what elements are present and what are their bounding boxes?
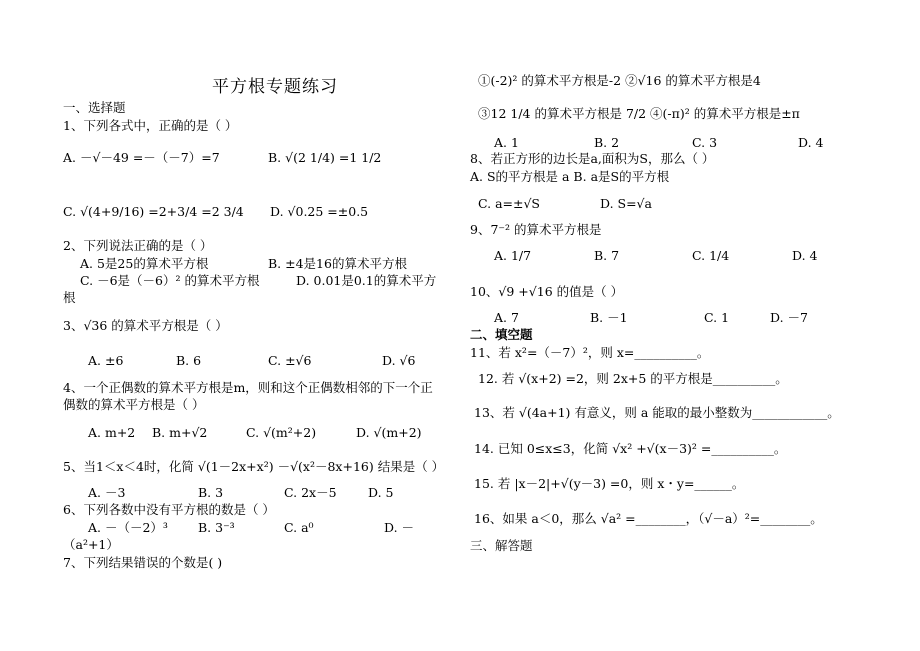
q14: 14. 已知 0≤x≤3，化简 √x² +√(x－3)² =__________。	[474, 441, 787, 456]
q10-stem: 10、√9 +√16 的值是（ ）	[470, 284, 624, 299]
q4-option-c: C. √(m²+2)	[246, 425, 317, 440]
q15: 15. 若 |x－2|+√(y－3) =0，则 x・y=______。	[474, 476, 745, 491]
q9-option-c: C. 1/4	[692, 248, 730, 263]
q8-stem: 8、若正方形的边长是a,面积为S，那么（ ）	[470, 151, 715, 166]
q5-option-a: A. －3	[88, 485, 126, 500]
q9-stem: 9、7⁻² 的算术平方根是	[470, 222, 602, 237]
q3-option-c: C. ±√6	[268, 353, 312, 368]
q11: 11、若 x²=（－7）²，则 x=__________。	[470, 345, 710, 360]
q2-option-a: A. 5是25的算术平方根	[80, 256, 209, 271]
q5-option-b: B. 3	[198, 485, 224, 500]
q7-option-b: B. 2	[594, 135, 620, 150]
q1-option-b: B. √(2 1/4) =1 1/2	[268, 150, 382, 165]
q8-option-d: D. S=√a	[600, 196, 652, 211]
q1-option-a: A. －√－49 =－（－7）=7	[63, 150, 220, 165]
q9-option-b: B. 7	[594, 248, 620, 263]
q5-option-c: C. 2x－5	[284, 485, 337, 500]
q3-option-a: A. ±6	[88, 353, 124, 368]
q2-option-c: C. －6是（－6）² 的算术平方根	[80, 273, 260, 288]
q5-stem: 5、当1＜x＜4时，化简 √(1－2x+x²) －√(x²－8x+16) 结果是（ ）	[63, 459, 445, 474]
q2-option-b: B. ±4是16的算术平方根	[268, 256, 407, 271]
q6-option-d-tail: （a²+1）	[63, 537, 119, 552]
q9-option-a: A. 1/7	[494, 248, 532, 263]
q6-option-d: D. －	[384, 520, 415, 535]
q10-option-d: D. －7	[770, 310, 808, 325]
section-choice-heading: 一、选择题	[63, 100, 126, 115]
q3-option-b: B. 6	[176, 353, 202, 368]
q7-option-a: A. 1	[494, 135, 519, 150]
q2-option-d: D. 0.01是0.1的算术平方	[296, 273, 437, 288]
q4-option-a: A. m+2	[88, 425, 136, 440]
q10-option-b: B. －1	[590, 310, 628, 325]
q4-stem-line1: 4、一个正偶数的算术平方根是m，则和这个正偶数相邻的下一个正	[63, 380, 433, 395]
q3-stem: 3、√36 的算术平方根是（ ）	[63, 318, 228, 333]
page-title: 平方根专题练习	[212, 77, 338, 97]
q3-option-d: D. √6	[382, 353, 416, 368]
q7-option-d: D. 4	[798, 135, 824, 150]
q6-stem: 6、下列各数中没有平方根的数是（ ）	[63, 502, 275, 517]
q8-option-a-b: A. S的平方根是 a B. a是S的平方根	[470, 169, 670, 184]
q2-option-d-tail: 根	[63, 290, 76, 305]
q2-stem: 2、下列说法正确的是（ ）	[63, 238, 213, 253]
q5-option-d: D. 5	[368, 485, 394, 500]
section-answer-heading: 三、解答题	[470, 538, 533, 553]
q6-option-a: A. －（－2）³	[88, 520, 168, 535]
q6-option-b: B. 3⁻³	[198, 520, 235, 535]
q1-option-c: C. √(4+9/16) =2+3/4 =2 3/4	[63, 204, 244, 219]
q1-stem: 1、下列各式中，正确的是（ ）	[63, 118, 238, 133]
q7-statement-3-4: ③12 1/4 的算术平方根是 7/2 ④(-π)² 的算术平方根是±π	[478, 106, 800, 121]
section-fill-heading: 二、填空题	[470, 327, 533, 342]
q8-option-c: C. a=±√S	[478, 196, 540, 211]
q10-option-c: C. 1	[704, 310, 730, 325]
q10-option-a: A. 7	[494, 310, 519, 325]
q16: 16、如果 a＜0，那么 √a² =________，（√－a）²=________。	[474, 511, 823, 526]
q13: 13、若 √(4a+1) 有意义，则 a 能取的最小整数为____________。	[474, 405, 840, 420]
q7-stem: 7、下列结果错误的个数是( )	[63, 555, 223, 570]
q4-option-b: B. m+√2	[152, 425, 208, 440]
q4-stem-line2: 偶数的算术平方根是（ ）	[63, 397, 205, 412]
q6-option-c: C. a⁰	[284, 520, 314, 535]
q9-option-d: D. 4	[792, 248, 818, 263]
q7-option-c: C. 3	[692, 135, 718, 150]
q7-statement-1-2: ①(-2)² 的算术平方根是-2 ②√16 的算术平方根是4	[478, 73, 761, 88]
q4-option-d: D. √(m+2)	[356, 425, 422, 440]
q12: 12. 若 √(x+2) =2，则 2x+5 的平方根是__________。	[478, 371, 788, 386]
q1-option-d: D. √0.25 =±0.5	[270, 204, 369, 219]
